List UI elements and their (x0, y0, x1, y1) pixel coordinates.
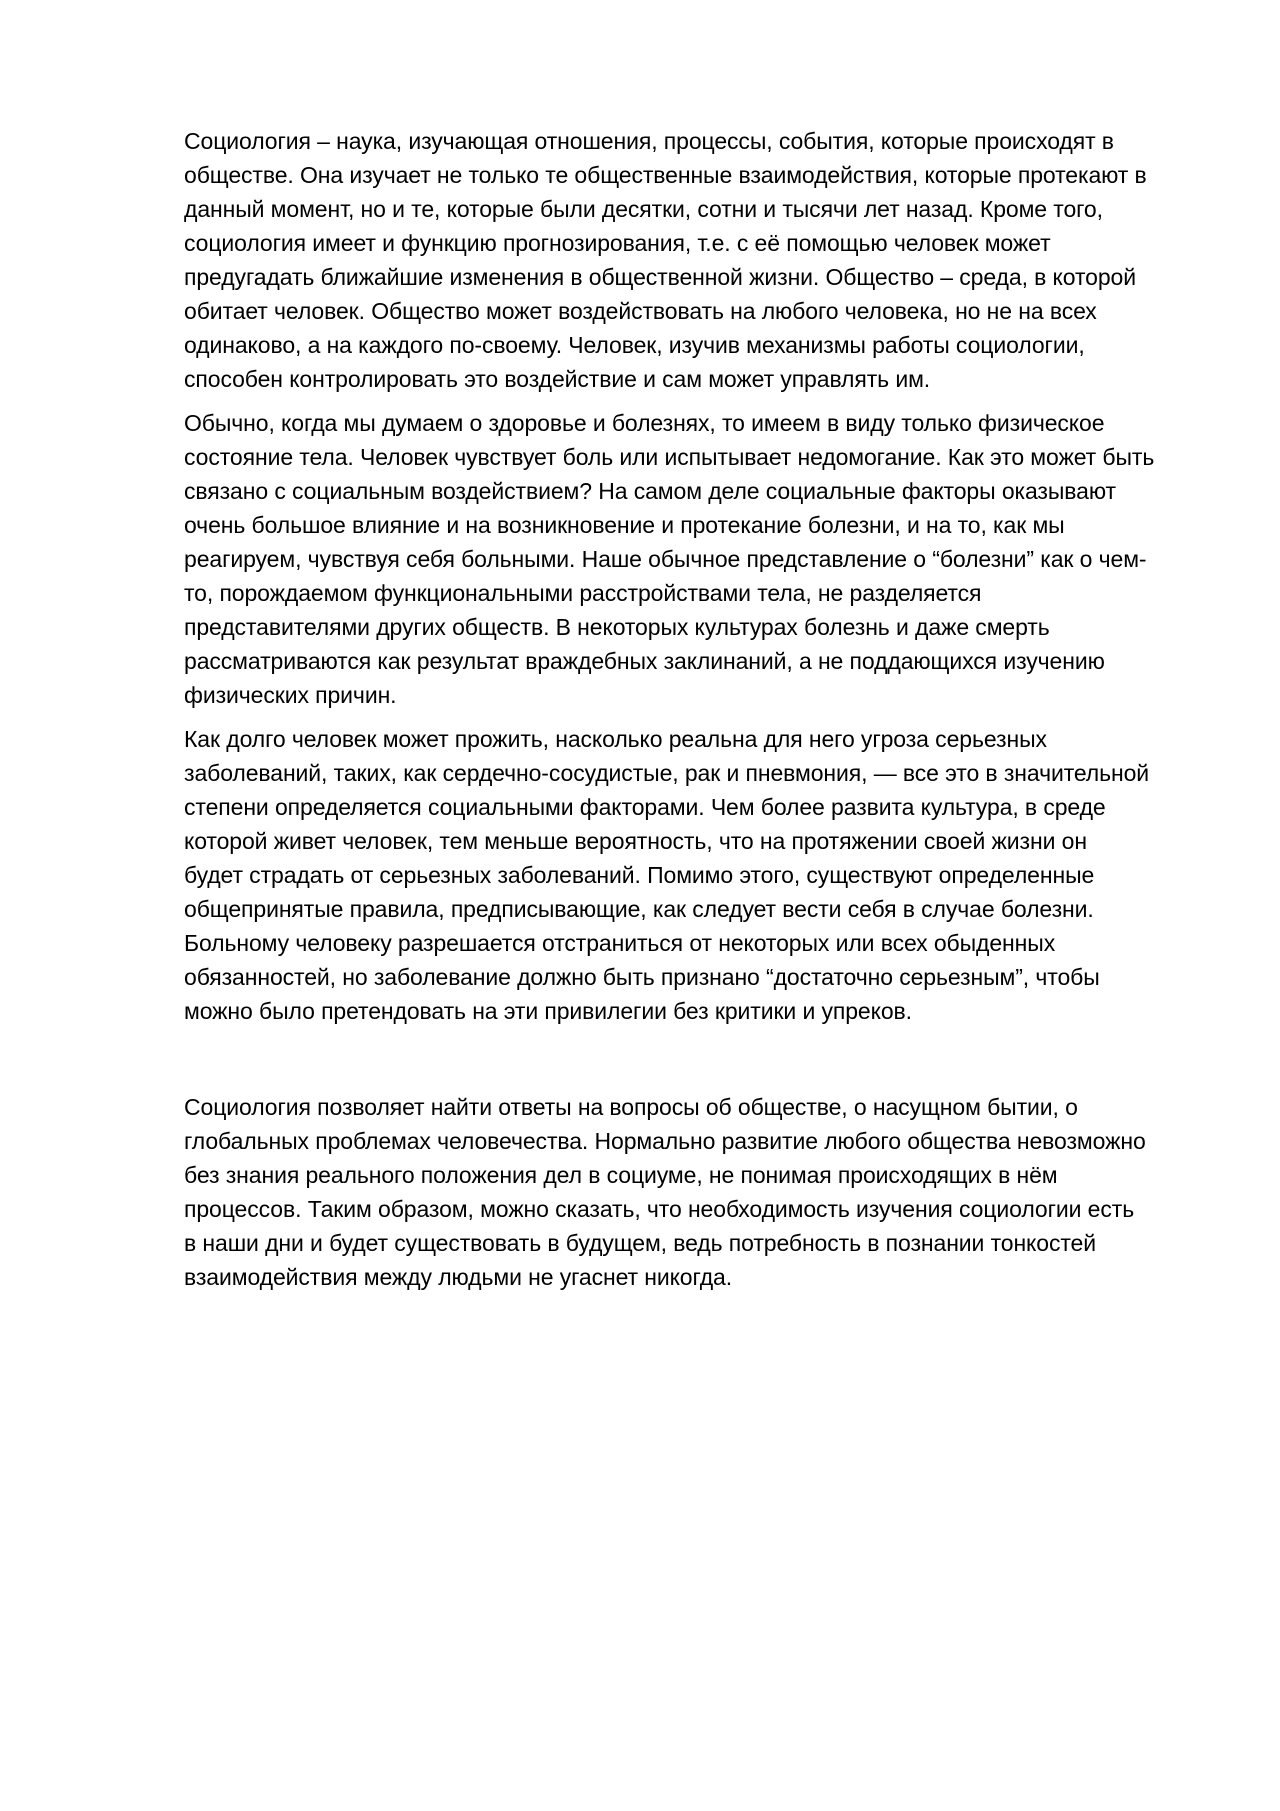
paragraph-health-and-illness: Обычно, когда мы думаем о здоровье и болезнях, то имеем в виду только физическое состояние тела. Человек чувствует боль или испытывает недомогание. Как это может быть связано с социальным воздействием? На самом деле социальные факторы оказывают очень большое влияние и на возникновение и протекание болезни, и на то, как мы реагируем, чувствуя себя больными. Наше обычное представление о “болезни” как о чем- то, порождаемом функциональными расстройствами тела, не разделяется представителями других обществ. В некоторых культурах болезнь и даже смерть рассматриваются как результат враждебных заклинаний, а не поддающихся изучению физических причин. (184, 410, 1155, 708)
paragraph-sociology-definition: Социология – наука, изучающая отношения, процессы, события, которые происходят в обществе. Она изучает не только те общественные взаимодействия, которые протекают в данный момент, но и те, которые были десятки, сотни и тысячи лет назад. Кроме того, социология имеет и функцию прогнозирования, т.е. с её помощью человек может предугадать ближайшие изменения в общественной жизни. Общество – среда, в которой обитает человек. Общество может воздействовать на любого человека, но не на всех одинаково, а на каждого по-своему. Человек, изучив механизмы работы социологии, способен контролировать это воздействие и сам может управлять им. (184, 128, 1147, 392)
document-body (184, 124, 1194, 1304)
paragraph-conclusion: Социология позволяет найти ответы на вопросы об обществе, о насущном бытии, о глобальных проблемах человечества. Нормально развитие любого общества невозможно без знания реального положения дел в социуме, не понимая происходящих в нём процессов. Таким образом, можно сказать, что необходимость изучения социологии есть в наши дни и будет существовать в будущем, ведь потребность в познании тонкостей взаимодействия между людьми не угаснет никогда. (184, 1094, 1146, 1290)
paragraph-social-factors: Как долго человек может прожить, насколько реальна для него угроза серьезных заболеваний, таких, как сердечно-сосудистые, рак и пневмония, — все это в значительной степени определяется социальными факторами. Чем более развита культура, в среде которой живет человек, тем меньше вероятность, что на протяжении своей жизни он будет страдать от серьезных заболеваний. Помимо этого, существуют определенные общепринятые правила, предписывающие, как следует вести себя в случае болезни. Больному человеку разрешается отстраниться от некоторых или всех обыденных обязанностей, но заболевание должно быть признано “достаточно серьезным”, чтобы можно было претендовать на эти привилегии без критики и упреков. (184, 726, 1150, 1024)
